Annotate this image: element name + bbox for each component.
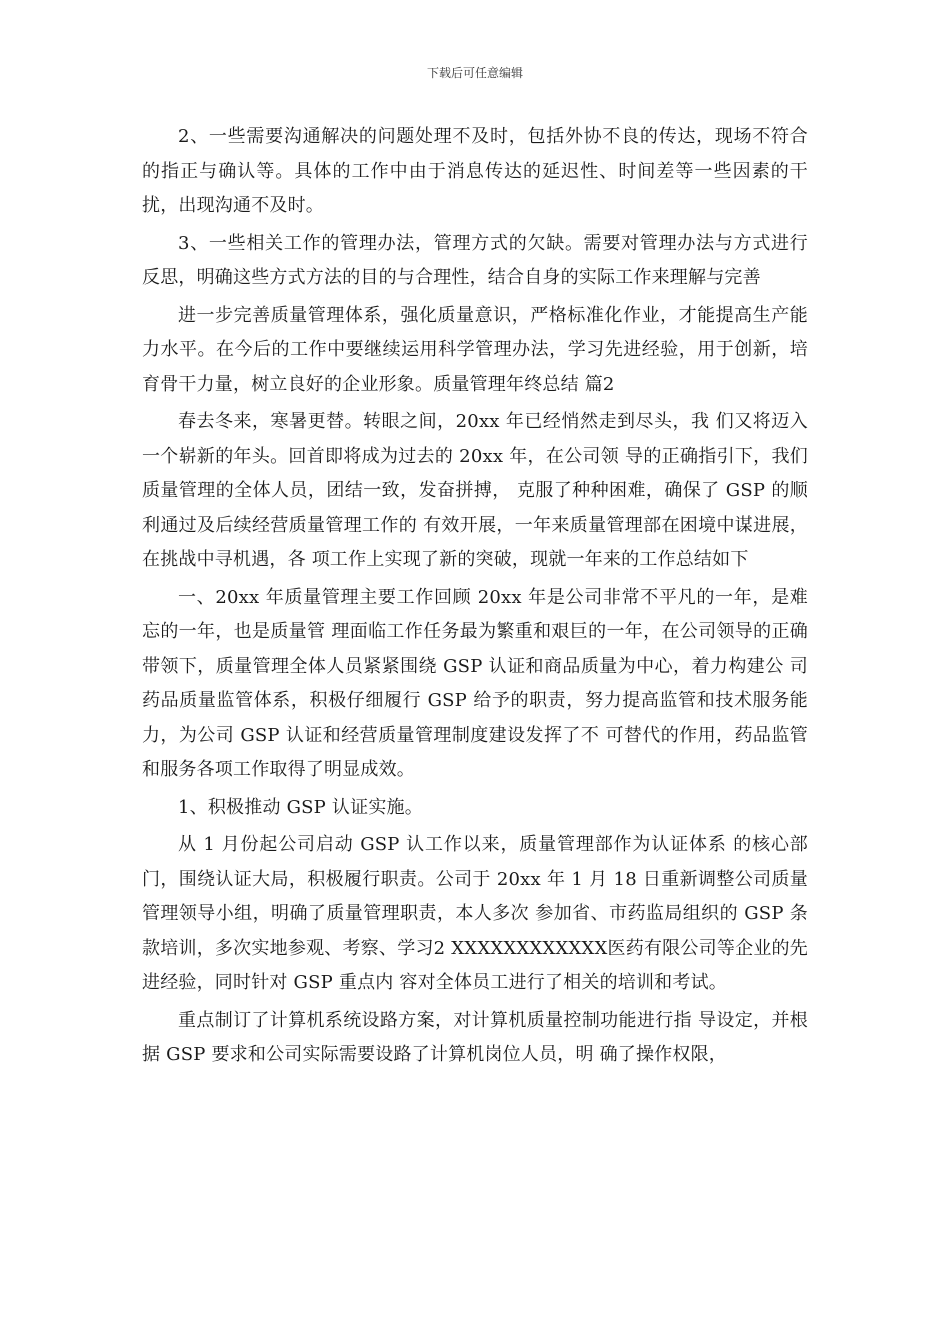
- paragraph: 2、一些需要沟通解决的问题处理不及时，包括外协不良的传达，现场不符合的指正与确认等。具体的工作中由于消息传达的延迟性、时间差等一些因素的干扰，出现沟通不及时。: [142, 126, 808, 216]
- paragraph: 从 1 月份起公司启动 GSP 认工作以来，质量管理部作为认证体系 的核心部门，围绕认证大局，积极履行职责。公司于 20xx 年 1 月 18 日重新调整公司质量管理领导小组，明确了质量管理职责，本人多次 参加省、市药监局组织的 GSP 条款培训，多次实地参观、考察、学习2 XXXXXXXXXXXX医药有限公司等企业的先进经验，同时针对 GSP 重点内 容对全体员工进行了相关的培训和考试。: [142, 834, 808, 993]
- paragraph: 1、积极推动 GSP 认证实施。: [178, 796, 423, 818]
- paragraph: 一、20xx 年质量管理主要工作回顾 20xx 年是公司非常不平凡的一年，是难忘的一年，也是质量管 理面临工作任务最为繁重和艰巨的一年，在公司领导的正确带领下，质量管理全体人员紧紧围绕 GSP 认证和商品质量为中心，着力构建公 司药品质量监管体系，积极仔细履行 GSP 给予的职责，努力提高监管和技术服务能力，为公司 GSP 认证和经营质量管理制度建设发挥了不 可替代的作用，药品监管和服务各项工作取得了明显成效。: [142, 586, 808, 780]
- paragraph: 3、一些相关工作的管理办法，管理方式的欠缺。需要对管理办法与方式进行反思，明确这些方式方法的目的与合理性，结合自身的实际工作来理解与完善: [142, 232, 808, 288]
- paragraph: 重点制订了计算机系统设路方案，对计算机质量控制功能进行指 导设定，并根据 GSP 要求和公司实际需要设路了计算机岗位人员，明 确了操作权限，: [142, 1009, 808, 1065]
- paragraph: 进一步完善质量管理体系，强化质量意识，严格标准化作业，才能提高生产能力水平。在今后的工作中要继续运用科学管理办法，学习先进经验，用于创新，培育骨干力量，树立良好的企业形象。质量管理年终总结 篇2: [142, 304, 808, 395]
- page-header: 下载后可任意编辑: [426, 66, 523, 80]
- document-body: [142, 120, 808, 1073]
- paragraph: 春去冬来，寒暑更替。转眼之间，20xx 年已经悄然走到尽头，我 们又将迈入一个崭新的年头。回首即将成为过去的 20xx 年，在公司领 导的正确指引下，我们质量管理的全体人员，团结一致，发奋拼搏， 克服了种种困难，确保了 GSP 的顺利通过及后续经营质量管理工作的 有效开展，一年来质量管理部在困境中谋进展，在挑战中寻机遇，各 项工作上实现了新的突破，现就一年来的工作总结如下: [142, 411, 808, 570]
